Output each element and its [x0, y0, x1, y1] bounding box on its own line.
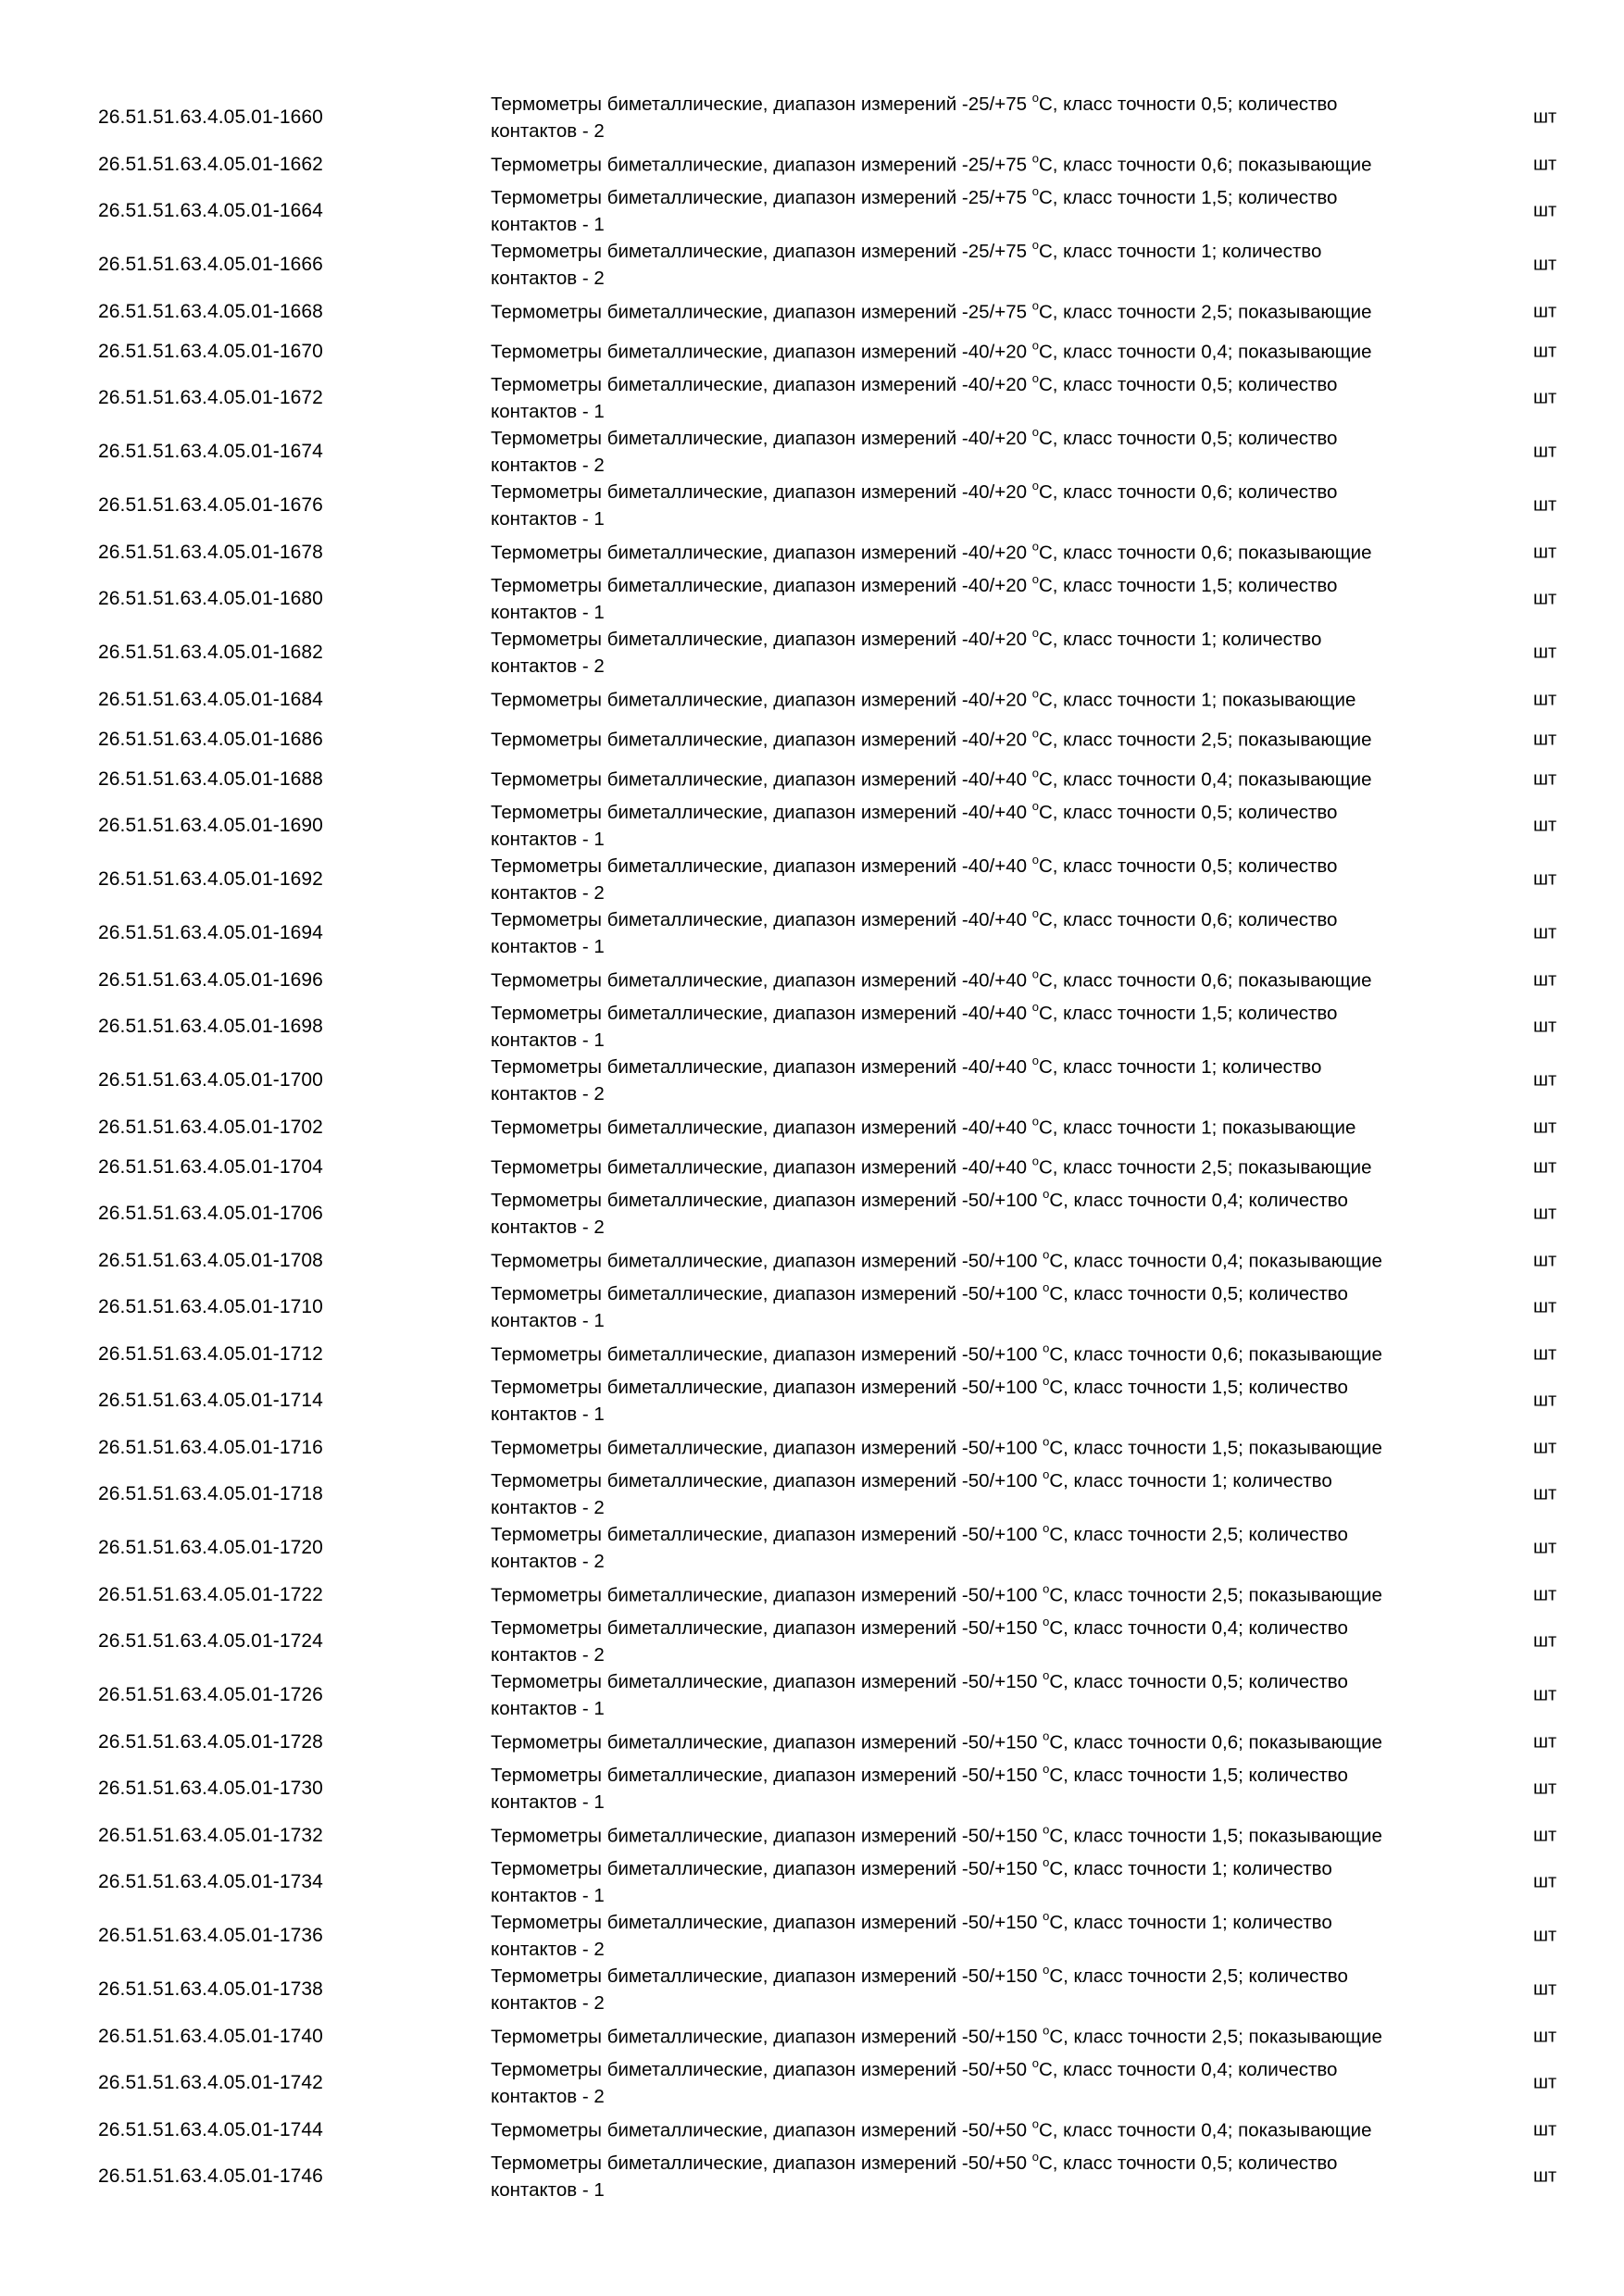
description-line-1: Термометры биметаллические, диапазон измерений -40/+40 $^o$С, класс точности 1; количество	[491, 1054, 1322, 1078]
unit-of-measure: шт	[1533, 1825, 1557, 1845]
table-row	[0, 719, 1624, 759]
table-row	[0, 1241, 1624, 1280]
description-line-2: контактов - 2	[491, 1551, 605, 1572]
description-line-2: контактов - 2	[491, 882, 605, 904]
item-description	[491, 1668, 1454, 1722]
table-row	[0, 2016, 1624, 2056]
unit-of-measure: шт	[1533, 1925, 1557, 1946]
description-line-1: Термометры биметаллические, диапазон измерений -50/+150 $^o$С, класс точности 1,5; показывающие	[491, 1822, 1382, 1846]
unit-of-measure: шт	[1533, 254, 1557, 275]
item-description	[491, 1434, 1454, 1461]
item-description	[491, 1909, 1454, 1963]
unit-of-measure: шт	[1533, 689, 1557, 709]
unit-of-measure: шт	[1533, 1250, 1557, 1270]
table-row	[0, 626, 1624, 680]
unit-of-measure: шт	[1533, 815, 1557, 836]
description-line-2: контактов - 2	[491, 1083, 605, 1104]
item-description	[491, 479, 1454, 532]
table-row	[0, 1575, 1624, 1615]
unit-of-measure: шт	[1533, 729, 1557, 749]
unit-of-measure: шт	[1533, 868, 1557, 890]
item-code: 26.51.51.63.4.05.01-1676	[98, 494, 323, 516]
item-description	[491, 184, 1454, 238]
item-code: 26.51.51.63.4.05.01-1712	[98, 1342, 323, 1365]
description-line-1: Термометры биметаллические, диапазон измерений -50/+150 $^o$С, класс точности 0,4; количество	[491, 1615, 1348, 1639]
description-line-2: контактов - 1	[491, 401, 605, 422]
unit-of-measure: шт	[1533, 341, 1557, 361]
unit-of-measure: шт	[1533, 387, 1557, 408]
table-row	[0, 331, 1624, 371]
description-line-1: Термометры биметаллические, диапазон измерений -40/+20 $^o$С, класс точности 0,6; показывающие	[491, 539, 1372, 563]
description-line-1: Термометры биметаллические, диапазон измерений -40/+40 $^o$С, класс точности 2,5; показывающие	[491, 1154, 1372, 1178]
item-code: 26.51.51.63.4.05.01-1708	[98, 1249, 323, 1271]
item-description	[491, 539, 1454, 566]
item-code: 26.51.51.63.4.05.01-1662	[98, 153, 323, 175]
item-description	[491, 338, 1454, 365]
table-row	[0, 2110, 1624, 2150]
item-code: 26.51.51.63.4.05.01-1728	[98, 1730, 323, 1753]
description-line-1: Термометры биметаллические, диапазон измерений -50/+150 $^o$С, класс точности 0,5; количество	[491, 1668, 1348, 1692]
item-code: 26.51.51.63.4.05.01-1722	[98, 1583, 323, 1605]
description-line-2: контактов - 1	[491, 602, 605, 623]
description-line-2: контактов - 2	[491, 1992, 605, 2014]
item-code: 26.51.51.63.4.05.01-1700	[98, 1069, 323, 1091]
table-row	[0, 238, 1624, 292]
description-line-1: Термометры биметаллические, диапазон измерений -40/+20 $^o$С, класс точности 0,4; показывающие	[491, 338, 1372, 362]
description-line-2: контактов - 2	[491, 455, 605, 476]
table-row	[0, 1855, 1624, 1909]
description-line-1: Термометры биметаллические, диапазон измерений -50/+150 $^o$С, класс точности 0,6; показывающие	[491, 1728, 1382, 1753]
table-row	[0, 1467, 1624, 1521]
description-line-1: Термометры биметаллические, диапазон измерений -50/+100 $^o$С, класс точности 0,6; показывающие	[491, 1341, 1382, 1365]
description-line-1: Термометры биметаллические, диапазон измерений -50/+100 $^o$С, класс точности 0,5; количество	[491, 1280, 1348, 1304]
item-description	[491, 2023, 1454, 2050]
unit-of-measure: шт	[1533, 1630, 1557, 1652]
description-line-1: Термометры биметаллические, диапазон измерений -50/+100 $^o$С, класс точности 2,5; количество	[491, 1521, 1348, 1545]
item-description	[491, 1762, 1454, 1816]
description-line-1: Термометры биметаллические, диапазон измерений -40/+40 $^o$С, класс точности 1,5; количество	[491, 1000, 1338, 1024]
item-code: 26.51.51.63.4.05.01-1682	[98, 642, 323, 663]
table-row	[0, 1762, 1624, 1816]
description-line-1: Термометры биметаллические, диапазон измерений -50/+150 $^o$С, класс точности 1,5; количество	[491, 1762, 1348, 1786]
description-line-1: Термометры биметаллические, диапазон измерений -50/+150 $^o$С, класс точности 2,5; количество	[491, 1963, 1348, 1987]
description-line-2: контактов - 1	[491, 829, 605, 850]
item-description	[491, 1247, 1454, 1274]
table-row	[0, 371, 1624, 425]
table-row	[0, 1107, 1624, 1147]
item-description	[491, 766, 1454, 792]
item-description	[491, 686, 1454, 713]
description-line-1: Термометры биметаллические, диапазон измерений -25/+75 $^o$С, класс точности 0,6; показывающие	[491, 151, 1372, 175]
unit-of-measure: шт	[1533, 1296, 1557, 1317]
item-description	[491, 1054, 1454, 1107]
table-row	[0, 1722, 1624, 1762]
unit-of-measure: шт	[1533, 154, 1557, 174]
table-row	[0, 1428, 1624, 1467]
unit-of-measure: шт	[1533, 1203, 1557, 1224]
item-code: 26.51.51.63.4.05.01-1680	[98, 588, 323, 609]
table-row	[0, 532, 1624, 572]
item-code: 26.51.51.63.4.05.01-1746	[98, 2165, 323, 2187]
description-line-2: контактов - 1	[491, 1310, 605, 1331]
description-line-1: Термометры биметаллические, диапазон измерений -50/+150 $^o$С, класс точности 1; количество	[491, 1909, 1332, 1933]
item-description	[491, 238, 1454, 292]
table-row	[0, 91, 1624, 144]
description-line-1: Термометры биметаллические, диапазон измерений -50/+100 $^o$С, класс точности 2,5; показывающие	[491, 1581, 1382, 1605]
item-code: 26.51.51.63.4.05.01-1692	[98, 868, 323, 890]
item-code: 26.51.51.63.4.05.01-1698	[98, 1016, 323, 1037]
unit-of-measure: шт	[1533, 1343, 1557, 1364]
description-line-2: контактов - 1	[491, 1029, 605, 1051]
item-code: 26.51.51.63.4.05.01-1684	[98, 688, 323, 710]
item-code: 26.51.51.63.4.05.01-1660	[98, 106, 323, 128]
description-line-1: Термометры биметаллические, диапазон измерений -50/+50 $^o$С, класс точности 0,5; количество	[491, 2150, 1338, 2174]
item-code: 26.51.51.63.4.05.01-1740	[98, 2025, 323, 2047]
description-line-1: Термометры биметаллические, диапазон измерений -25/+75 $^o$С, класс точности 2,5; показывающие	[491, 298, 1372, 322]
item-code: 26.51.51.63.4.05.01-1730	[98, 1778, 323, 1799]
unit-of-measure: шт	[1533, 1731, 1557, 1752]
item-description	[491, 1521, 1454, 1575]
table-row	[0, 425, 1624, 479]
description-line-1: Термометры биметаллические, диапазон измерений -40/+20 $^o$С, класс точности 0,5; количество	[491, 371, 1338, 395]
item-description	[491, 1000, 1454, 1054]
description-line-1: Термометры биметаллические, диапазон измерений -40/+20 $^o$С, класс точности 1; количество	[491, 626, 1322, 650]
item-code: 26.51.51.63.4.05.01-1706	[98, 1203, 323, 1224]
unit-of-measure: шт	[1533, 301, 1557, 321]
table-row	[0, 1374, 1624, 1428]
unit-of-measure: шт	[1533, 1684, 1557, 1705]
description-line-1: Термометры биметаллические, диапазон измерений -40/+20 $^o$С, класс точности 1,5; количество	[491, 572, 1338, 596]
description-line-1: Термометры биметаллические, диапазон измерений -25/+75 $^o$С, класс точности 1,5; количество	[491, 184, 1338, 208]
item-code: 26.51.51.63.4.05.01-1732	[98, 1824, 323, 1846]
item-code: 26.51.51.63.4.05.01-1738	[98, 1978, 323, 2000]
item-description	[491, 298, 1454, 325]
item-description	[491, 626, 1454, 680]
unit-of-measure: шт	[1533, 1390, 1557, 1411]
item-code: 26.51.51.63.4.05.01-1716	[98, 1436, 323, 1458]
description-line-1: Термометры биметаллические, диапазон измерений -40/+40 $^o$С, класс точности 1; показывающие	[491, 1114, 1356, 1138]
item-description	[491, 2150, 1454, 2203]
item-description	[491, 799, 1454, 853]
item-description	[491, 1855, 1454, 1909]
item-code: 26.51.51.63.4.05.01-1736	[98, 1925, 323, 1946]
item-description	[491, 1280, 1454, 1334]
unit-of-measure: шт	[1533, 2026, 1557, 2046]
item-code: 26.51.51.63.4.05.01-1674	[98, 441, 323, 462]
item-description	[491, 1581, 1454, 1608]
description-line-2: контактов - 2	[491, 2086, 605, 2107]
table-row	[0, 292, 1624, 331]
description-line-1: Термометры биметаллические, диапазон измерений -50/+100 $^o$С, класс точности 0,4; показывающие	[491, 1247, 1382, 1271]
unit-of-measure: шт	[1533, 642, 1557, 663]
description-line-2: контактов - 2	[491, 1939, 605, 1960]
description-line-2: контактов - 2	[491, 1217, 605, 1238]
description-line-2: контактов - 1	[491, 1404, 605, 1425]
description-line-1: Термометры биметаллические, диапазон измерений -50/+50 $^o$С, класс точности 0,4; количество	[491, 2056, 1338, 2080]
unit-of-measure: шт	[1533, 768, 1557, 789]
item-description	[491, 151, 1454, 178]
table-row	[0, 853, 1624, 906]
unit-of-measure: шт	[1533, 542, 1557, 562]
description-line-2: контактов - 1	[491, 214, 605, 235]
item-code: 26.51.51.63.4.05.01-1672	[98, 387, 323, 408]
item-code: 26.51.51.63.4.05.01-1664	[98, 200, 323, 221]
table-row	[0, 1963, 1624, 2016]
item-description	[491, 853, 1454, 906]
description-line-2: контактов - 1	[491, 508, 605, 530]
description-line-1: Термометры биметаллические, диапазон измерений -50/+100 $^o$С, класс точности 1,5; показывающие	[491, 1434, 1382, 1458]
table-row	[0, 144, 1624, 184]
item-description	[491, 572, 1454, 626]
description-line-1: Термометры биметаллические, диапазон измерений -50/+100 $^o$С, класс точности 1; количество	[491, 1467, 1332, 1491]
item-description	[491, 906, 1454, 960]
item-description	[491, 425, 1454, 479]
table-row	[0, 960, 1624, 1000]
item-description	[491, 1341, 1454, 1367]
description-line-1: Термометры биметаллические, диапазон измерений -40/+20 $^o$С, класс точности 0,6; количество	[491, 479, 1338, 503]
item-description	[491, 1963, 1454, 2016]
description-line-1: Термометры биметаллические, диапазон измерений -25/+75 $^o$С, класс точности 0,5; количество	[491, 91, 1338, 115]
table-row	[0, 2056, 1624, 2110]
unit-of-measure: шт	[1533, 1437, 1557, 1457]
item-description	[491, 967, 1454, 993]
item-description	[491, 1467, 1454, 1521]
description-line-1: Термометры биметаллические, диапазон измерений -40/+20 $^o$С, класс точности 0,5; количество	[491, 425, 1338, 449]
description-line-1: Термометры биметаллические, диапазон измерений -40/+40 $^o$С, класс точности 0,6; количество	[491, 906, 1338, 930]
description-line-2: контактов - 2	[491, 268, 605, 289]
description-line-1: Термометры биметаллические, диапазон измерений -50/+100 $^o$С, класс точности 1,5; количество	[491, 1374, 1348, 1398]
unit-of-measure: шт	[1533, 2072, 1557, 2093]
description-line-1: Термометры биметаллические, диапазон измерений -50/+150 $^o$С, класс точности 2,5; показывающие	[491, 2023, 1382, 2047]
item-code: 26.51.51.63.4.05.01-1726	[98, 1684, 323, 1705]
description-line-2: контактов - 1	[491, 1698, 605, 1719]
item-description	[491, 726, 1454, 753]
item-code: 26.51.51.63.4.05.01-1668	[98, 300, 323, 322]
item-description	[491, 2116, 1454, 2143]
item-description	[491, 371, 1454, 425]
unit-of-measure: шт	[1533, 1016, 1557, 1037]
unit-of-measure: шт	[1533, 1778, 1557, 1799]
table-row	[0, 2150, 1624, 2203]
item-description	[491, 1728, 1454, 1755]
item-code: 26.51.51.63.4.05.01-1694	[98, 922, 323, 943]
description-line-1: Термометры биметаллические, диапазон измерений -40/+40 $^o$С, класс точности 0,5; количество	[491, 853, 1338, 877]
item-description	[491, 1822, 1454, 1849]
description-line-1: Термометры биметаллические, диапазон измерений -50/+50 $^o$С, класс точности 0,4; показывающие	[491, 2116, 1372, 2140]
description-line-2: контактов - 1	[491, 1791, 605, 1813]
description-line-1: Термометры биметаллические, диапазон измерений -40/+40 $^o$С, класс точности 0,4; показывающие	[491, 766, 1372, 790]
item-code: 26.51.51.63.4.05.01-1744	[98, 2118, 323, 2140]
unit-of-measure: шт	[1533, 1978, 1557, 2000]
item-code: 26.51.51.63.4.05.01-1666	[98, 254, 323, 275]
description-line-1: Термометры биметаллические, диапазон измерений -40/+40 $^o$С, класс точности 0,6; показывающие	[491, 967, 1372, 991]
description-line-1: Термометры биметаллические, диапазон измерений -50/+150 $^o$С, класс точности 1; количество	[491, 1855, 1332, 1879]
item-code: 26.51.51.63.4.05.01-1678	[98, 541, 323, 563]
item-code: 26.51.51.63.4.05.01-1720	[98, 1537, 323, 1558]
item-code: 26.51.51.63.4.05.01-1696	[98, 968, 323, 991]
description-line-2: контактов - 2	[491, 1644, 605, 1666]
description-line-2: контактов - 2	[491, 120, 605, 142]
unit-of-measure: шт	[1533, 922, 1557, 943]
item-code: 26.51.51.63.4.05.01-1670	[98, 340, 323, 362]
item-code: 26.51.51.63.4.05.01-1690	[98, 815, 323, 836]
table-row	[0, 1147, 1624, 1187]
item-code: 26.51.51.63.4.05.01-1710	[98, 1296, 323, 1317]
table-row	[0, 1280, 1624, 1334]
item-description	[491, 1187, 1454, 1241]
unit-of-measure: шт	[1533, 1537, 1557, 1558]
unit-of-measure: шт	[1533, 2119, 1557, 2140]
table-row	[0, 1187, 1624, 1241]
table-row	[0, 759, 1624, 799]
item-code: 26.51.51.63.4.05.01-1686	[98, 728, 323, 750]
table-row	[0, 1334, 1624, 1374]
item-description	[491, 2056, 1454, 2110]
table-row	[0, 906, 1624, 960]
description-line-2: контактов - 2	[491, 655, 605, 677]
table-row	[0, 1909, 1624, 1963]
description-line-1: Термометры биметаллические, диапазон измерений -25/+75 $^o$С, класс точности 1; количество	[491, 238, 1322, 262]
table-row	[0, 1054, 1624, 1107]
item-code: 26.51.51.63.4.05.01-1724	[98, 1630, 323, 1652]
description-line-2: контактов - 1	[491, 2179, 605, 2201]
description-line-1: Термометры биметаллические, диапазон измерений -50/+100 $^o$С, класс точности 0,4; количество	[491, 1187, 1348, 1211]
table-row	[0, 572, 1624, 626]
description-line-2: контактов - 2	[491, 1497, 605, 1518]
table-row	[0, 1816, 1624, 1855]
item-code: 26.51.51.63.4.05.01-1734	[98, 1871, 323, 1892]
unit-of-measure: шт	[1533, 2165, 1557, 2187]
table-row	[0, 1615, 1624, 1668]
unit-of-measure: шт	[1533, 106, 1557, 128]
unit-of-measure: шт	[1533, 1069, 1557, 1091]
table-row	[0, 1668, 1624, 1722]
description-line-1: Термометры биметаллические, диапазон измерений -40/+40 $^o$С, класс точности 0,5; количество	[491, 799, 1338, 823]
unit-of-measure: шт	[1533, 1584, 1557, 1604]
item-description	[491, 1154, 1454, 1180]
unit-of-measure: шт	[1533, 588, 1557, 609]
description-line-2: контактов - 1	[491, 936, 605, 957]
item-description	[491, 91, 1454, 144]
unit-of-measure: шт	[1533, 1117, 1557, 1137]
item-code: 26.51.51.63.4.05.01-1718	[98, 1483, 323, 1504]
item-description	[491, 1374, 1454, 1428]
unit-of-measure: шт	[1533, 1483, 1557, 1504]
item-code: 26.51.51.63.4.05.01-1702	[98, 1116, 323, 1138]
description-line-1: Термометры биметаллические, диапазон измерений -40/+20 $^o$С, класс точности 1; показывающие	[491, 686, 1356, 710]
unit-of-measure: шт	[1533, 441, 1557, 462]
item-code: 26.51.51.63.4.05.01-1688	[98, 767, 323, 790]
unit-of-measure: шт	[1533, 969, 1557, 990]
table-row	[0, 680, 1624, 719]
unit-of-measure: шт	[1533, 494, 1557, 516]
item-description	[491, 1114, 1454, 1141]
table-row	[0, 799, 1624, 853]
table-row	[0, 479, 1624, 532]
unit-of-measure: шт	[1533, 1871, 1557, 1892]
item-code: 26.51.51.63.4.05.01-1704	[98, 1155, 323, 1178]
unit-of-measure: шт	[1533, 1156, 1557, 1177]
table-row	[0, 1521, 1624, 1575]
unit-of-measure: шт	[1533, 200, 1557, 221]
item-description	[491, 1615, 1454, 1668]
description-line-2: контактов - 1	[491, 1885, 605, 1906]
item-code: 26.51.51.63.4.05.01-1714	[98, 1390, 323, 1411]
table-row	[0, 184, 1624, 238]
description-line-1: Термометры биметаллические, диапазон измерений -40/+20 $^o$С, класс точности 2,5; показывающие	[491, 726, 1372, 750]
item-code: 26.51.51.63.4.05.01-1742	[98, 2072, 323, 2093]
table-row	[0, 1000, 1624, 1054]
